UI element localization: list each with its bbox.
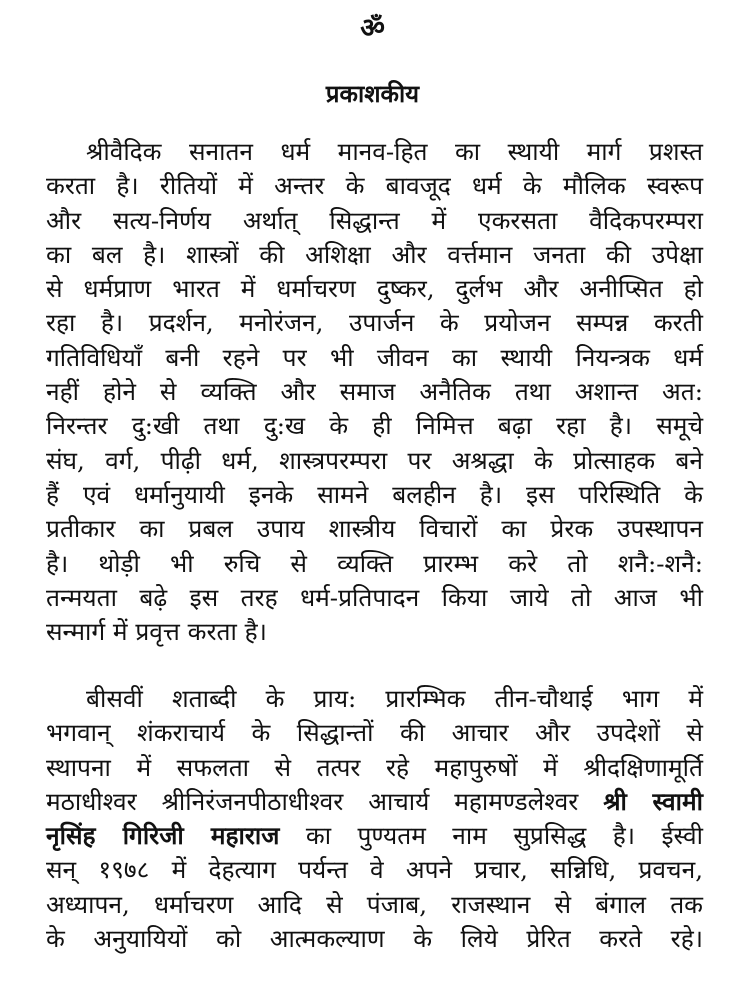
- paragraph-1-line: सन्मार्ग में प्रवृत्त करता है।: [46, 617, 267, 647]
- paragraph-2-line: [46, 785, 703, 819]
- om-symbol: ॐ: [360, 13, 385, 44]
- paragraph-2: [46, 682, 703, 956]
- paragraph-1-line: संघ, वर्ग, पीढ़ी धर्म, शास्त्रपरम्परा पर अश्रद्धा के प्रोत्साहक बने: [46, 445, 703, 475]
- swami-name-part-1: श्री स्वामी: [603, 786, 703, 816]
- paragraph-1-line: निरन्तर दु:खी तथा दु:ख के ही निमित्त बढ़ा रहा है। समूचे: [46, 411, 703, 441]
- paragraph-2-line: बीसवीं शताब्दी के प्राय: प्रारम्भिक तीन-चौथाई भाग में: [86, 684, 703, 713]
- paragraph-1-line: का बल है। शास्त्रों की अशिक्षा और वर्त्तमान जनता की उपेक्षा: [46, 239, 703, 269]
- paragraph-2-line: भगवान् शंकराचार्य के सिद्धान्तों की आचार और उपदेशों से: [46, 718, 703, 748]
- page-heading: प्रकाशकीय: [325, 79, 420, 108]
- paragraph-1-line: से धर्मप्राण भारत में धर्माचरण दुष्कर, दुर्लभ और अनीप्सित हो: [46, 274, 703, 304]
- paragraph-2-text: का पुण्यतम नाम सुप्रसिद्ध है। ईस्वी: [279, 821, 704, 851]
- paragraph-2-line: अध्यापन, धर्माचरण आदि से पंजाब, राजस्थान से बंगाल तक: [46, 889, 703, 919]
- paragraph-2-text: मठाधीश्वर श्रीनिरंजनपीठाधीश्वर आचार्य महामण्डलेश्वर: [46, 786, 604, 816]
- paragraph-1-line: प्रतीकार का प्रबल उपाय शास्त्रीय विचारों का प्रेरक उपस्थापन: [46, 514, 703, 544]
- paragraph-1-line: नहीं होने से व्यक्ति और समाज अनैतिक तथा अशान्त अत:: [46, 377, 703, 407]
- paragraph-1-line: है। थोड़ी भी रुचि से व्यक्ति प्रारम्भ करे तो शनै:-शनै:: [46, 548, 703, 578]
- paragraph-2-line: [46, 819, 703, 853]
- paragraph-1-line: गतिविधियाँ बनी रहने पर भी जीवन का स्थायी नियन्त्रक धर्म: [46, 342, 703, 372]
- paragraph-1-line: श्रीवैदिक सनातन धर्म मानव-हित का स्थायी मार्ग प्रशस्त: [86, 137, 703, 166]
- paragraph-1-line: करता है। रीतियों में अन्तर के बावजूद धर्म के मौलिक स्वरूप: [46, 171, 703, 201]
- paragraph-2-line: के अनुयायियों को आत्मकल्याण के लिये प्रेरित करते रहे।: [46, 924, 703, 954]
- paragraph-1-line: तन्मयता बढ़े इस तरह धर्म-प्रतिपादन किया जाये तो आज भी: [46, 582, 703, 612]
- paragraph-1-line: रहा है। प्रदर्शन, मनोरंजन, उपार्जन के प्रयोजन सम्पन्न करती: [46, 308, 703, 338]
- paragraph-1-line: और सत्य-निर्णय अर्थात् सिद्धान्त में एकरसता वैदिकपरम्परा: [46, 205, 703, 235]
- paragraph-1: [46, 135, 703, 649]
- paragraph-1-line: हैं एवं धर्मानुयायी इनके सामने बलहीन है। इस परिस्थिति के: [46, 479, 703, 509]
- paragraph-2-line: सन् १९७८ में देहत्याग पर्यन्त वे अपने प्रचार, सन्निधि, प्रवचन,: [46, 855, 703, 885]
- swami-name-part-2: नृसिंह गिरिजी महाराज: [46, 821, 280, 851]
- paragraph-2-line: स्थापना में सफलता से तत्पर रहे महापुरुषों में श्रीदक्षिणामूर्ति: [46, 752, 703, 782]
